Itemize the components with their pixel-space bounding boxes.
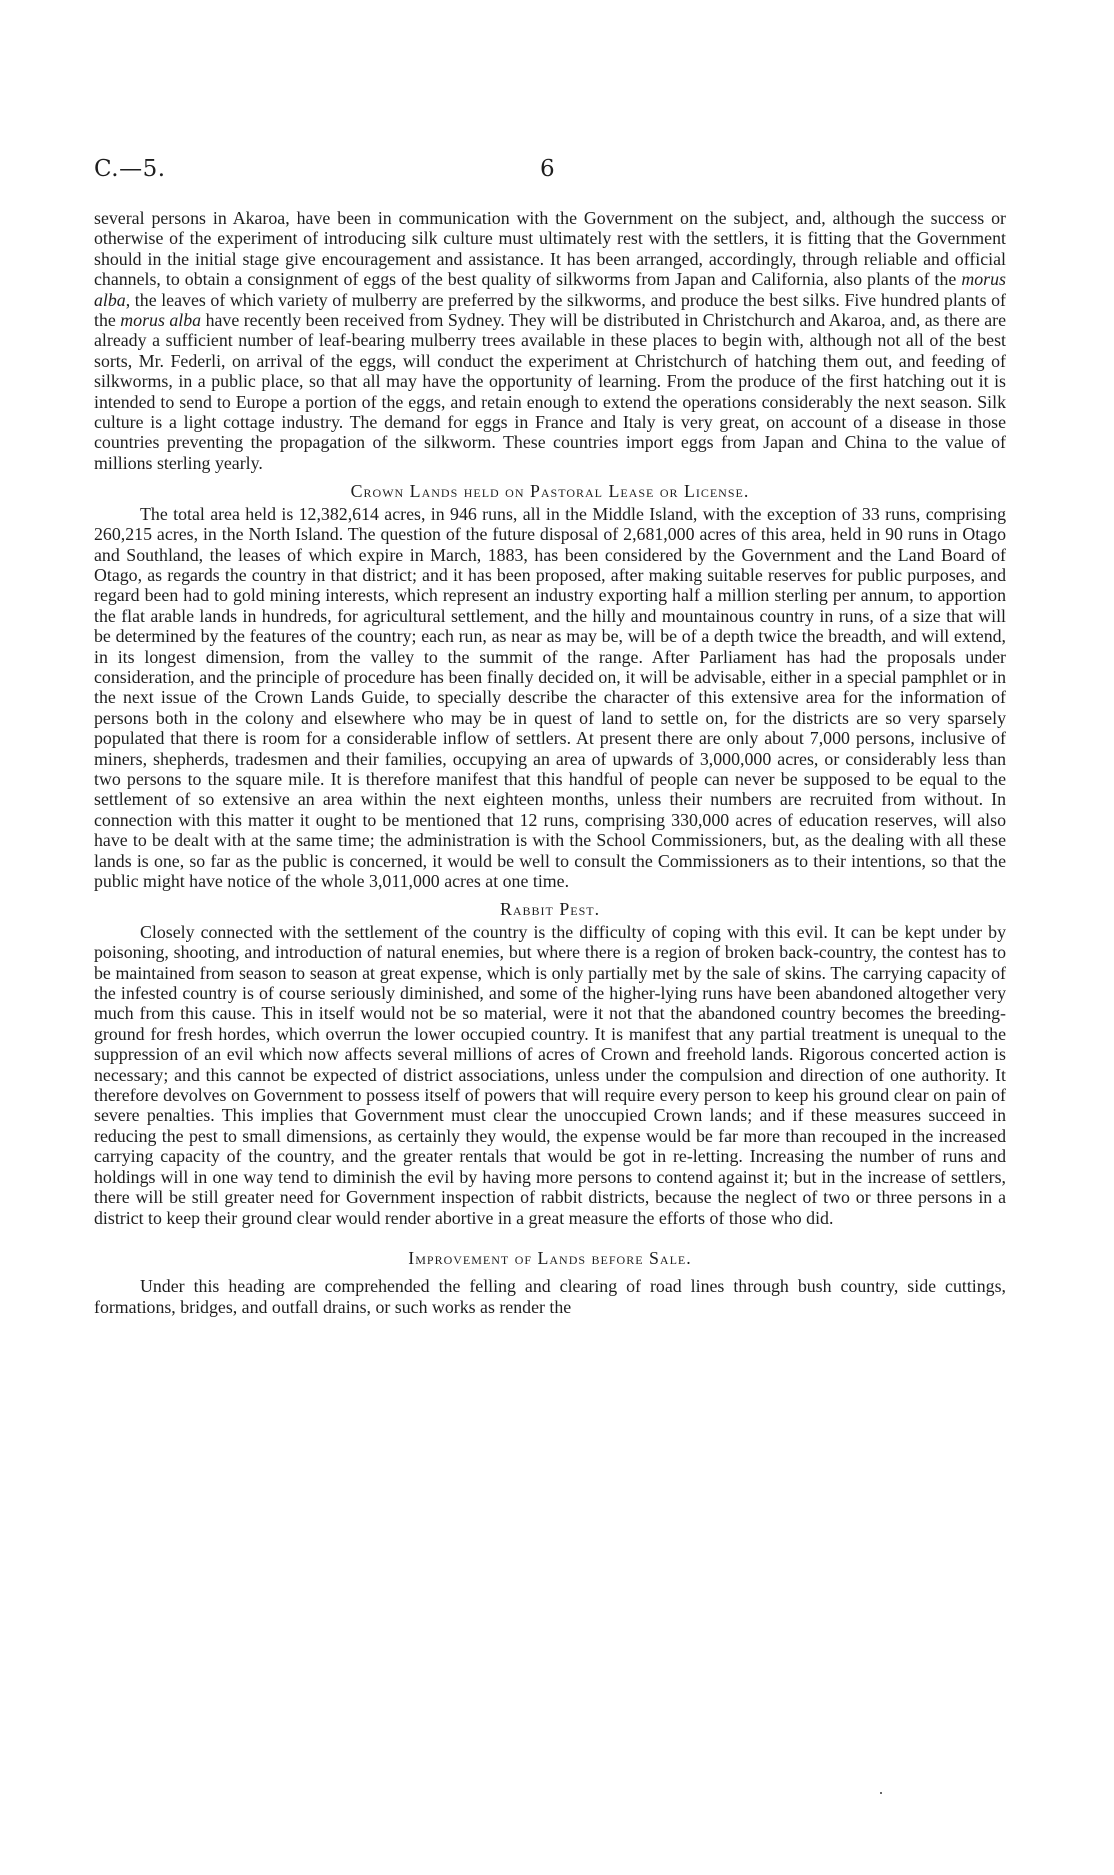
crown-lands-heading: Crown Lands held on Pastoral Lease or License. xyxy=(350,481,750,502)
page-number: 6 xyxy=(540,156,555,182)
rabbit-pest-heading: Rabbit Pest. xyxy=(499,899,601,920)
rabbit-pest-paragraph: Closely connected with the settlement of the country is the difficulty of coping with this evil. It can be kept under by poisoning, shooting, and introduction of natural enemies, but where there is a region of broken back-country, the contest has to be maintained from season to season at great expense, which is only partially met by the sale of skins. The carrying capacity of the infested country is of course seriously diminished, and some of the higher-lying runs have been abandoned altogether very much from this cause. This in itself would not be so material, were it not that the abandoned country becomes the breeding-ground for fresh hordes, which overrun the lower occupied country. It is manifest that any partial treatment is unequal to the suppression of an evil which now affects several millions of acres of Crown and freehold lands. Rigorous concerted action is necessary; and this cannot be expected of district associations, unless under the compulsion and direction of one authority. It therefore devolves on Government to possess itself of powers that will require every person to keep his ground clear on pain of severe penalties. This implies that Government must clear the unoccupied Crown lands; and if these measures succeed in reducing the pest to small dimensions, as certainly they would, the expense would be far more than recouped in the increased carrying capacity of the country, and the greater rentals that would be got in re-letting. Increasing the number of runs and holdings will in one way tend to diminish the evil by having more persons to contend against it; but in the increase of settlers, there will be still greater need for Government inspection of rabbit districts, because the neglect of two or three persons in a district to keep their ground clear would render abortive in a great measure the efforts of those who did. xyxy=(94,921,1006,1228)
silk-culture-paragraph: several persons in Akaroa, have been in communication with the Government on the subject, and, although the success or otherwise of the experiment of introducing silk culture must ultimately rest with the settlers, it is fitting that the Government should in the initial stage give encouragement and assistance. It has been arranged, accordingly, through reliable and official channels, to obtain a consignment of eggs of the best quality of silkworms from Japan and California, also plants of the morus alba, the leaves of which variety of mulberry are preferred by the silkworms, and produce the best silks. Five hundred plants of the morus alba have recently been received from Sydney. They will be distributed in Christchurch and Akaroa, and, as there are already a sufficient number of leaf-bearing mulberry trees available in these places to begin with, although not all of the best sorts, Mr. Federli, on arrival of the eggs, will conduct the experiment at Christchurch of hatching them out, and feeding of silkworms, in a public place, so that all may have the opportunity of learning. From the produce of the first hatching out it is intended to send to Europe a portion of the eggs, and retain enough to extend the operations considerably the next season. Silk culture is a light cottage industry. The demand for eggs in France and Italy is very great, on account of a disease in those countries preventing the propagation of the silkworm. These countries import eggs from Japan and China to the value of millions sterling yearly. xyxy=(94,208,1007,473)
speck-mark xyxy=(880,1792,882,1794)
document-body xyxy=(94,208,1006,1317)
improvement-paragraph: Under this heading are comprehended the felling and clearing of road lines through bush country, side cuttings, formations, bridges, and outfall drains, or such works as render the xyxy=(94,1276,1006,1317)
crown-lands-paragraph: The total area held is 12,382,614 acres, in 946 runs, all in the Middle Island, with the exception of 33 runs, comprising 260,215 acres, in the North Island. The question of the future disposal of 2,681,000 acres of this area, held in 90 runs in Otago and Southland, the leases of which expire in March, 1883, has been considered by the Government and the Land Board of Otago, as regards the country in that district; and it has been proposed, after making suitable reserves for public purposes, and regard been had to gold mining interests, which represent an industry exporting half a million sterling per annum, to apportion the flat arable lands in hundreds, for agricultural settlement, and the hilly and mountainous country in runs, of a size that will be determined by the features of the country; each run, as near as may be, will be of a depth twice the breadth, and will extend, in its longest dimension, from the valley to the summit of the range. After Parliament has had the proposals under consideration, and the principle of procedure has been finally decided on, it will be advisable, either in a special pamphlet or in the next issue of the Crown Lands Guide, to specially describe the character of this extensive area for the information of persons both in the colony and elsewhere who may be in quest of land to settle on, for the districts are so very sparsely populated that there is room for a considerable inflow of settlers. At present there are only about 7,000 persons, inclusive of miners, shepherds, tradesmen and their families, occupying an area of upwards of 3,000,000 acres, or considerably less than two persons to the square mile. It is therefore manifest that this handful of people can never be supposed to be equal to the settlement of so extensive an area within the next eighteen months, unless their numbers are recruited from without. In connection with this matter it ought to be mentioned that 12 runs, comprising 330,000 acres of education reserves, will also have to be dealt with at the same time; the administration is with the School Commissioners, but, as the dealing with all these lands is one, so far as the public is concerned, it would be well to consult the Commissioners as to their intentions, so that the public might have notice of the whole 3,011,000 acres at one time. xyxy=(94,503,1006,891)
improvement-heading: Improvement of Lands before Sale. xyxy=(408,1247,692,1268)
document-reference: C.—5. xyxy=(94,156,166,182)
